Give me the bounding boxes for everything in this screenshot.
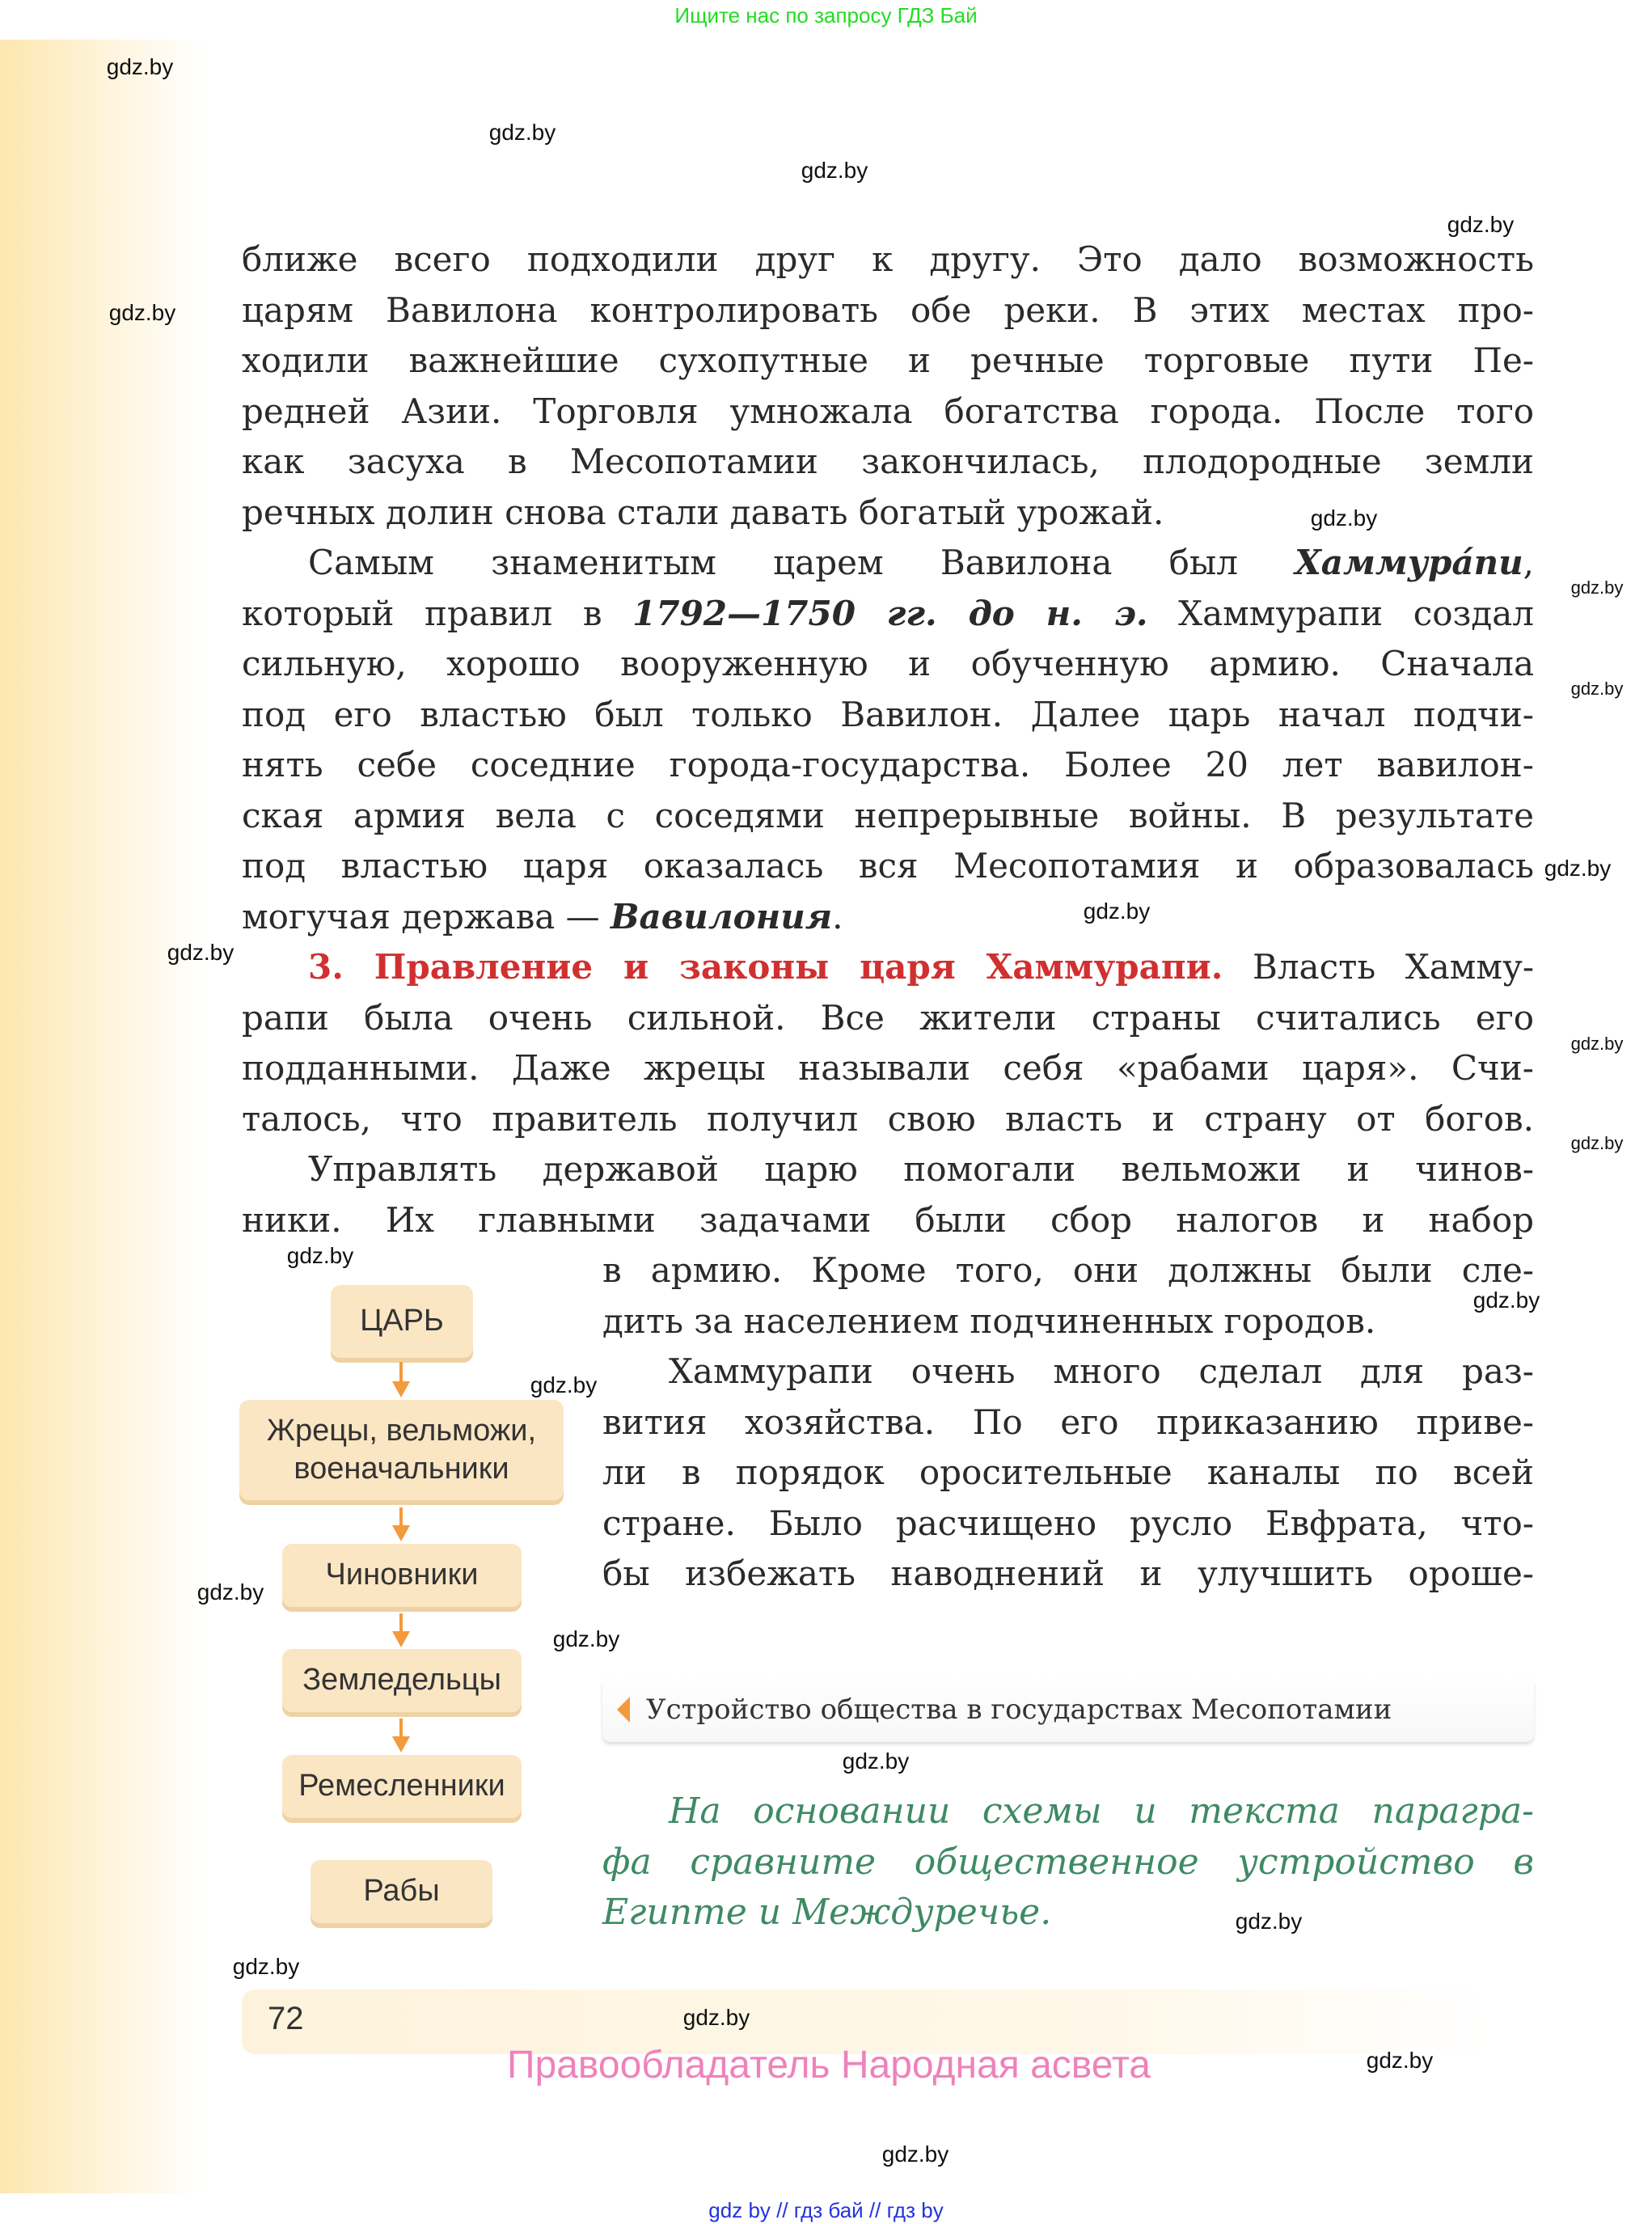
text-line bbox=[242, 235, 1534, 285]
text-span: талось, что правитель получил свою власть и страну от богов. bbox=[242, 1098, 1534, 1139]
text-span: ли в порядок оросительные каналы по всей bbox=[602, 1452, 1534, 1492]
text-line bbox=[242, 791, 1534, 841]
text-span: под его властью был только Вавилон. Далее царь начал подчи- bbox=[242, 694, 1534, 734]
text-line bbox=[242, 1094, 1534, 1144]
watermark: gdz.by bbox=[1570, 577, 1624, 598]
emphasis: Хаммура́пи bbox=[1295, 543, 1523, 582]
task-line: На основании схемы и текста парагра- bbox=[669, 1791, 1534, 1832]
watermark: gdz.by bbox=[1570, 1133, 1624, 1153]
section-heading: 3. Правление и законы царя Хаммурапи. bbox=[308, 947, 1223, 987]
copyright-holder: Правообладатель Народная асвета bbox=[507, 2044, 1151, 2087]
text-span: речных долин снова стали давать богатый урожай. bbox=[242, 492, 1164, 532]
text-line bbox=[242, 538, 1534, 588]
emphasis: 1792—1750 гг. до н. э. bbox=[632, 593, 1148, 633]
page-number: 72 bbox=[268, 2001, 304, 2036]
text-span: бы избежать наводнений и улучшить ороше- bbox=[602, 1554, 1534, 1593]
text-span: нять себе соседние города-государства. Более 20 лет вавилон- bbox=[242, 745, 1534, 784]
diagram-box-slaves: Рабы bbox=[311, 1860, 492, 1923]
diagram-box-officials: Чиновники bbox=[282, 1544, 522, 1607]
text-span: ближе всего подходили друг к другу. Это дало возможность bbox=[242, 239, 1534, 279]
text-span: как засуха в Месопотамии закончилась, плодородные земли bbox=[242, 442, 1534, 481]
watermark: gdz.by bbox=[682, 2005, 750, 2030]
text-span: рапи была очень сильной. Все жители страны считались его bbox=[242, 997, 1534, 1038]
watermark: gdz.by bbox=[232, 1954, 300, 1979]
text-line bbox=[602, 1245, 1534, 1296]
text-span: ходили важнейшие сухопутные и речные торговые пути Пе- bbox=[242, 340, 1534, 380]
diagram-box-nobles: Жрецы, вельможи, военачальники bbox=[239, 1400, 564, 1500]
watermark: gdz.by bbox=[801, 158, 868, 183]
text-span: , bbox=[1523, 543, 1534, 582]
watermark: gdz.by bbox=[552, 1626, 620, 1651]
search-hint: Ищите нас по запросу ГДЗ Бай bbox=[674, 3, 978, 27]
text-span: который правил в bbox=[242, 593, 633, 633]
text-line bbox=[242, 892, 1534, 942]
text-span: ники. Их главными задачами были сбор налогов и набор bbox=[242, 1199, 1534, 1240]
text-line bbox=[242, 387, 1534, 437]
watermark: gdz.by bbox=[1235, 1909, 1303, 1934]
text-line bbox=[242, 336, 1534, 386]
diagram-box-artisans: Ремесленники bbox=[282, 1755, 522, 1818]
text-line bbox=[242, 589, 1534, 639]
text-line bbox=[242, 993, 1534, 1043]
text-line bbox=[242, 841, 1534, 891]
text-span: могучая держава — bbox=[242, 896, 611, 937]
text-span: дить за населением подчиненных городов. bbox=[602, 1300, 1376, 1341]
text-line bbox=[242, 942, 1534, 992]
text-span: редней Азии. Торговля умножала богатства города. После того bbox=[242, 391, 1534, 431]
watermark: gdz.by bbox=[842, 1748, 910, 1774]
text-span: Власть Хамму- bbox=[1223, 947, 1535, 987]
text-line bbox=[602, 1499, 1534, 1549]
text-span: . bbox=[832, 896, 843, 937]
text-span: под властью царя оказалась вся Месопотамия и образовалась bbox=[242, 846, 1534, 886]
text-span: стране. Было расчищено русло Евфрата, что- bbox=[602, 1503, 1534, 1543]
arrow-down-icon bbox=[399, 1613, 403, 1644]
caption-text: Устройство общества в государствах Месопотамии bbox=[646, 1693, 1392, 1726]
watermark: gdz.by bbox=[1570, 679, 1624, 699]
text-span: в армию. Кроме того, они должны были сле- bbox=[602, 1250, 1534, 1290]
watermark: gdz.by bbox=[1472, 1287, 1540, 1313]
watermark: gdz.by bbox=[1310, 505, 1378, 531]
emphasis: Вавилония bbox=[611, 896, 833, 937]
watermark: gdz.by bbox=[108, 300, 176, 325]
bottom-links[interactable]: gdz by // гдз бай // гдз by bbox=[708, 2198, 944, 2222]
text-line bbox=[602, 1448, 1534, 1498]
page-margin-gradient bbox=[0, 40, 206, 2193]
text-line bbox=[242, 740, 1534, 790]
text-line bbox=[242, 690, 1534, 740]
diagram-box-farmers: Земледельцы bbox=[282, 1649, 522, 1712]
text-line bbox=[242, 285, 1534, 336]
watermark: gdz.by bbox=[1447, 212, 1515, 237]
watermark: gdz.by bbox=[1570, 1034, 1624, 1054]
text-line bbox=[602, 1397, 1534, 1448]
diagram-box-king: ЦАРЬ bbox=[331, 1285, 473, 1358]
watermark: gdz.by bbox=[106, 54, 174, 79]
text-line bbox=[242, 1043, 1534, 1093]
text-line bbox=[602, 1347, 1534, 1397]
text-span: Управлять державой царю помогали вельможи и чинов- bbox=[308, 1149, 1534, 1189]
text-span: сильную, хорошо вооруженную и обученную армию. Сначала bbox=[242, 644, 1534, 683]
text-span: царям Вавилона контролировать обе реки. В этих местах про- bbox=[242, 290, 1534, 330]
text-line bbox=[242, 1144, 1534, 1194]
text-line bbox=[602, 1296, 1534, 1347]
watermark: gdz.by bbox=[1083, 898, 1151, 924]
text-span: подданными. Даже жрецы называли себя «рабами царя». Счи- bbox=[242, 1048, 1534, 1088]
text-span: Хаммурапи создал bbox=[1147, 593, 1534, 633]
watermark: gdz.by bbox=[286, 1243, 354, 1268]
text-line bbox=[242, 1195, 1534, 1245]
watermark: gdz.by bbox=[1366, 2048, 1434, 2073]
watermark: gdz.by bbox=[488, 120, 556, 145]
watermark: gdz.by bbox=[1544, 856, 1612, 881]
diagram-caption bbox=[602, 1677, 1534, 1742]
caption-triangle-icon bbox=[617, 1697, 630, 1723]
text-span: ская армия вела с соседями непрерывные войны. В результате bbox=[242, 795, 1534, 835]
task-line: фа сравните общественное устройство в bbox=[602, 1841, 1534, 1883]
watermark: gdz.by bbox=[196, 1579, 264, 1605]
text-span: вития хозяйства. По его приказанию приве- bbox=[602, 1402, 1534, 1442]
task-line: Египте и Междуречье. bbox=[602, 1892, 1052, 1933]
arrow-down-icon bbox=[399, 1507, 403, 1538]
watermark: gdz.by bbox=[881, 2142, 949, 2167]
text-span: Хаммурапи очень много сделал для раз- bbox=[669, 1351, 1534, 1391]
watermark: gdz.by bbox=[530, 1372, 598, 1397]
text-span: Самым знаменитым царем Вавилона был bbox=[308, 543, 1295, 582]
text-line bbox=[242, 437, 1534, 487]
text-line bbox=[602, 1549, 1534, 1599]
watermark: gdz.by bbox=[167, 940, 234, 965]
arrow-down-icon bbox=[399, 1719, 403, 1749]
arrow-down-icon bbox=[399, 1362, 403, 1394]
text-line bbox=[242, 639, 1534, 689]
